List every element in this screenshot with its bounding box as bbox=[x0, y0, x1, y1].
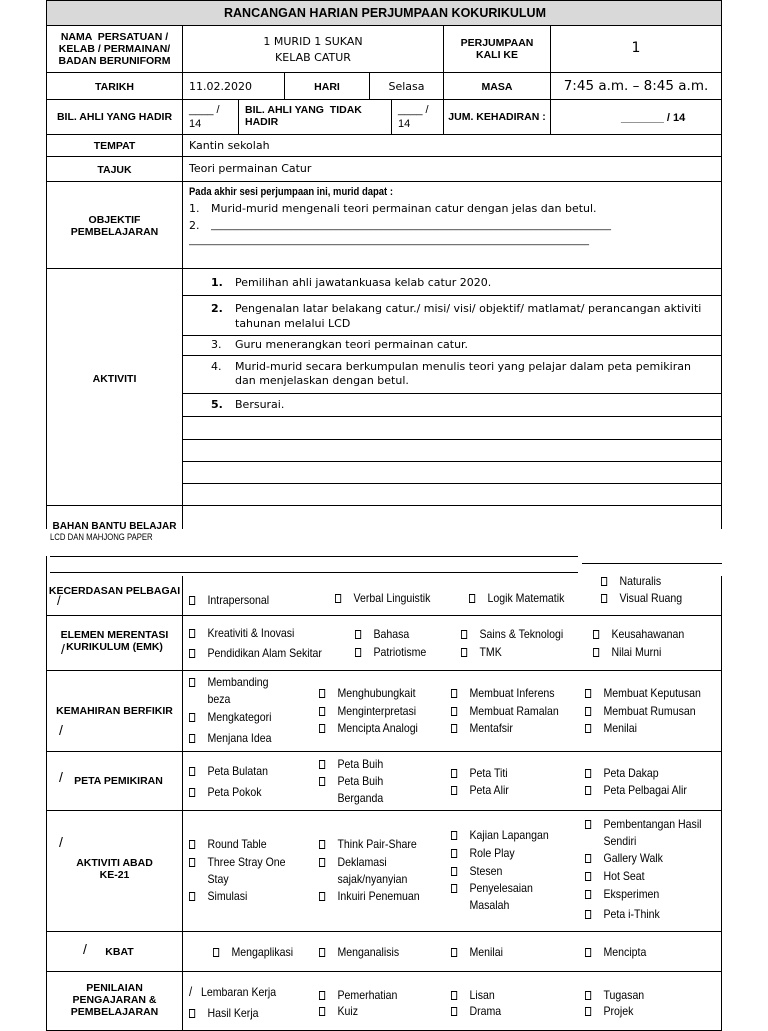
aktiviti-number-3: 3. bbox=[211, 338, 222, 351]
tarikh-value-cell bbox=[182, 72, 285, 100]
peta-options-cell bbox=[182, 751, 722, 811]
tempat-value[interactable]: Kantin sekolah bbox=[189, 139, 270, 152]
objektif-intro: Pada akhir sesi perjumpaan ini, murid dapat : bbox=[189, 186, 393, 198]
aktiviti-divider bbox=[183, 461, 721, 462]
checkbox-icon[interactable] bbox=[585, 786, 591, 795]
bahan-value[interactable]: LCD DAN MAHJONG PAPER bbox=[50, 532, 153, 542]
emk-label-cell bbox=[46, 615, 183, 671]
abad21-options-cell bbox=[182, 810, 722, 932]
checkbox-peta-bulatan[interactable]: Peta Bulatan bbox=[189, 763, 268, 780]
bahan-label-cell bbox=[46, 505, 183, 529]
tempat-label: TEMPAT bbox=[93, 140, 136, 152]
masa-label-cell bbox=[443, 72, 551, 100]
checkbox-kuiz[interactable]: Kuiz bbox=[319, 1003, 358, 1020]
aktiviti-divider bbox=[183, 295, 721, 296]
aktiviti-label: AKTIVITI bbox=[92, 373, 137, 385]
nama-value[interactable]: 1 MURID 1 SUKAN KELAB CATUR bbox=[263, 35, 363, 64]
checkbox-icon[interactable] bbox=[189, 1009, 195, 1018]
tajuk-label-cell bbox=[46, 156, 183, 182]
checkbox-mencipta-analogi[interactable]: Mencipta Analogi bbox=[319, 720, 418, 737]
checkbox-kreativiti[interactable]: Kreativiti & Inovasi bbox=[189, 625, 294, 642]
hadir-label-cell bbox=[46, 99, 183, 135]
objektif-label-cell bbox=[46, 181, 183, 269]
tajuk-value[interactable]: Teori permainan Catur bbox=[189, 162, 312, 175]
objektif-blank-2[interactable]: ________________________________________________________________________________ bbox=[189, 235, 589, 246]
objektif-item-1[interactable]: Murid-murid mengenali teori permainan catur dengan jelas dan betul. bbox=[211, 202, 597, 215]
objektif-number-2: 2. bbox=[189, 219, 200, 232]
checkbox-icon[interactable] bbox=[319, 760, 325, 769]
checkbox-icon[interactable] bbox=[355, 630, 361, 639]
kehadiran-label-cell bbox=[443, 99, 551, 135]
checkbox-round-table[interactable]: Round Table bbox=[189, 836, 267, 853]
checkbox-icon[interactable] bbox=[189, 734, 195, 743]
checkbox-icon[interactable] bbox=[469, 594, 475, 603]
checkbox-icon[interactable] bbox=[585, 689, 591, 698]
checkbox-bahasa[interactable]: Bahasa bbox=[355, 626, 409, 643]
checkbox-icon[interactable] bbox=[585, 769, 591, 778]
aktiviti-item-2a[interactable]: Pengenalan latar belakang catur./ misi/ visi/ objektif/ matlamat/ perancangan aktiviti bbox=[235, 302, 702, 315]
checkbox-menjana-idea[interactable]: Menjana Idea bbox=[189, 730, 271, 747]
objektif-label: OBJEKTIF PEMBELAJARAN bbox=[70, 214, 159, 238]
checkbox-nilai-murni[interactable]: Nilai Murni bbox=[593, 644, 661, 661]
aktiviti-item-5[interactable]: Bersurai. bbox=[235, 398, 285, 411]
checkbox-icon[interactable] bbox=[451, 707, 457, 716]
hari-value[interactable]: Selasa bbox=[388, 80, 425, 93]
objektif-number-1: 1. bbox=[189, 202, 200, 215]
checkbox-lisan[interactable]: Lisan bbox=[451, 987, 495, 1004]
nama-label: NAMA PERSATUAN / KELAB / PERMAINAN/ BADAN BERUNIFORM bbox=[58, 31, 171, 67]
perjumpaan-value[interactable]: 1 bbox=[631, 40, 641, 56]
checkbox-mentafsir[interactable]: Mentafsir bbox=[451, 720, 513, 737]
aktiviti-label-cell bbox=[46, 268, 183, 506]
checkbox-lembaran-kerja[interactable]: / Lembaran Kerja bbox=[189, 984, 277, 999]
perjumpaan-value-cell bbox=[550, 25, 722, 73]
bahan-line bbox=[50, 556, 578, 557]
checkbox-icon[interactable] bbox=[451, 948, 457, 957]
checkbox-icon[interactable] bbox=[189, 892, 195, 901]
checkbox-peta-i-think[interactable]: Peta i-Think bbox=[585, 906, 660, 923]
penilaian-options-cell bbox=[182, 971, 722, 1031]
checkbox-mengkategori[interactable]: Mengkategori bbox=[189, 709, 271, 726]
aktiviti-item-3[interactable]: Guru menerangkan teori permainan catur. bbox=[235, 338, 469, 351]
aktiviti-item-4a[interactable]: Murid-murid secara berkumpulan menulis teori yang pelajar dalam peta pemikiran bbox=[235, 360, 691, 373]
kecerdasan-options-cell bbox=[182, 576, 722, 616]
tidak-hadir-value-cell bbox=[391, 99, 444, 135]
peta-label-cell bbox=[46, 751, 183, 811]
tick-mark: / bbox=[59, 834, 63, 850]
aktiviti-divider bbox=[183, 335, 721, 336]
checkbox-think-pair-share[interactable]: Think Pair-Share bbox=[319, 836, 417, 853]
checkbox-icon[interactable] bbox=[189, 713, 195, 722]
berfikir-label-cell bbox=[46, 670, 183, 752]
checkbox-membuat-ramalan[interactable]: Membuat Ramalan bbox=[451, 703, 559, 720]
checkbox-menginterpretasi[interactable]: Menginterpretasi bbox=[319, 703, 416, 720]
hari-label: HARI bbox=[314, 81, 340, 93]
checkbox-icon[interactable] bbox=[319, 858, 325, 867]
tidak-hadir-label: BIL. AHLI YANG TIDAK HADIR bbox=[245, 104, 362, 128]
checkbox-icon[interactable] bbox=[189, 629, 195, 638]
checkbox-alam-sekitar[interactable]: Pendidikan Alam Sekitar bbox=[189, 645, 322, 662]
checkbox-icon[interactable] bbox=[319, 689, 325, 698]
checkbox-peta-titi[interactable]: Peta Titi bbox=[451, 765, 508, 782]
checkbox-deklamasi[interactable]: Deklamasi sajak/nyanyian bbox=[319, 854, 407, 888]
checkbox-visual-ruang[interactable]: Visual Ruang bbox=[601, 590, 682, 607]
checkbox-icon[interactable] bbox=[451, 1007, 457, 1016]
masa-value[interactable]: 7:45 a.m. – 8:45 a.m. bbox=[563, 78, 709, 94]
form-title: RANCANGAN HARIAN PERJUMPAAN KOKURIKULUM bbox=[224, 6, 546, 20]
nama-label-cell bbox=[46, 25, 183, 73]
checkbox-three-stray[interactable]: Three Stray One Stay bbox=[189, 854, 286, 888]
aktiviti-item-4b[interactable]: dan menjelaskan dengan betul. bbox=[235, 374, 409, 387]
kecerdasan-label: KECERDASAN PELBAGAI bbox=[48, 585, 181, 597]
checkbox-drama[interactable]: Drama bbox=[451, 1003, 501, 1020]
checkbox-menganalisis[interactable]: Menganalisis bbox=[319, 944, 399, 961]
checkbox-peta-pokok[interactable]: Peta Pokok bbox=[189, 784, 261, 801]
checkbox-penyelesaian-masalah[interactable]: Penyelesaian Masalah bbox=[451, 880, 533, 914]
checkbox-icon[interactable] bbox=[601, 577, 607, 586]
checkbox-icon[interactable] bbox=[593, 630, 599, 639]
tick-mark: / bbox=[83, 941, 87, 957]
checkbox-pembentangan-hasil[interactable]: Pembentangan Hasil Sendiri bbox=[585, 816, 702, 850]
checkbox-icon[interactable] bbox=[461, 630, 467, 639]
checkbox-peta-alir[interactable]: Peta Alir bbox=[451, 782, 509, 799]
checkbox-logik-matematik[interactable]: Logik Matematik bbox=[469, 590, 564, 607]
checkbox-icon[interactable] bbox=[585, 1007, 591, 1016]
checkbox-gallery-walk[interactable]: Gallery Walk bbox=[585, 850, 663, 867]
objektif-blank-1[interactable]: ________________________________________________________________________________ bbox=[211, 220, 611, 231]
checkbox-membuat-keputusan[interactable]: Membuat Keputusan bbox=[585, 685, 701, 702]
checkbox-icon[interactable] bbox=[593, 648, 599, 657]
aktiviti-divider bbox=[183, 416, 721, 417]
kbat-label-cell bbox=[46, 931, 183, 972]
checkbox-icon[interactable] bbox=[319, 991, 325, 1000]
checkbox-icon[interactable] bbox=[585, 948, 591, 957]
checkbox-icon[interactable] bbox=[585, 872, 591, 881]
checkbox-hot-seat[interactable]: Hot Seat bbox=[585, 868, 645, 885]
hadir-label: BIL. AHLI YANG HADIR bbox=[56, 111, 173, 123]
aktiviti-divider bbox=[183, 355, 721, 356]
checkbox-icon[interactable] bbox=[451, 867, 457, 876]
kbat-options-cell bbox=[182, 931, 722, 972]
tick-mark: / bbox=[59, 769, 63, 785]
checkbox-mencipta[interactable]: Mencipta bbox=[585, 944, 646, 961]
checkbox-inkuiri-penemuan[interactable]: Inkuiri Penemuan bbox=[319, 888, 420, 905]
checkbox-icon[interactable] bbox=[319, 948, 325, 957]
aktiviti-number-5: 5. bbox=[211, 398, 223, 411]
checkbox-icon[interactable] bbox=[189, 767, 195, 776]
tajuk-value-cell bbox=[182, 156, 722, 182]
checkbox-icon[interactable] bbox=[213, 948, 219, 957]
tajuk-label: TAJUK bbox=[97, 164, 132, 176]
checkbox-icon[interactable] bbox=[451, 724, 457, 733]
berfikir-options-cell bbox=[182, 670, 722, 752]
checkbox-membuat-rumusan[interactable]: Membuat Rumusan bbox=[585, 703, 696, 720]
checkbox-icon[interactable] bbox=[451, 689, 457, 698]
checkbox-menilai[interactable]: Menilai bbox=[585, 720, 637, 737]
checkbox-icon[interactable] bbox=[319, 1007, 325, 1016]
checkbox-sains-teknologi[interactable]: Sains & Teknologi bbox=[461, 626, 563, 643]
checkbox-icon[interactable] bbox=[319, 892, 325, 901]
checkbox-hasil-kerja[interactable]: Hasil Kerja bbox=[189, 1005, 259, 1022]
hadir-value[interactable]: ____ / 14 bbox=[189, 104, 220, 130]
penilaian-label: PENILAIAN PENGAJARAN & PEMBELAJARAN bbox=[70, 982, 159, 1018]
checkbox-peta-dakap[interactable]: Peta Dakap bbox=[585, 765, 659, 782]
checkbox-icon[interactable] bbox=[319, 777, 325, 786]
checkbox-naturalis[interactable]: Naturalis bbox=[601, 573, 661, 590]
objektif-value-cell bbox=[182, 181, 722, 269]
title-bar bbox=[46, 0, 722, 26]
checkbox-icon[interactable] bbox=[319, 707, 325, 716]
checkbox-stesen[interactable]: Stesen bbox=[451, 863, 502, 880]
abad21-label-cell bbox=[46, 810, 183, 932]
checkbox-icon[interactable] bbox=[451, 849, 457, 858]
penilaian-label-cell bbox=[46, 971, 183, 1031]
checkbox-eksperimen[interactable]: Eksperimen bbox=[585, 886, 659, 903]
checkbox-role-play[interactable]: Role Play bbox=[451, 845, 515, 862]
hadir-value-cell bbox=[182, 99, 239, 135]
checkbox-icon[interactable] bbox=[585, 890, 591, 899]
checkbox-icon[interactable] bbox=[585, 991, 591, 1000]
checkbox-icon[interactable] bbox=[451, 769, 457, 778]
checkbox-icon[interactable] bbox=[189, 858, 195, 867]
hari-label-cell bbox=[284, 72, 370, 100]
checkbox-patriotisme[interactable]: Patriotisme bbox=[355, 644, 426, 661]
checkbox-icon[interactable] bbox=[451, 991, 457, 1000]
emk-options-cell bbox=[182, 615, 722, 671]
checkbox-kajian-lapangan[interactable]: Kajian Lapangan bbox=[451, 827, 549, 844]
bahan-line bbox=[46, 556, 47, 576]
berfikir-label: KEMAHIRAN BERFIKIR bbox=[56, 705, 173, 717]
checkbox-icon[interactable] bbox=[585, 724, 591, 733]
checkbox-membuat-inferens[interactable]: Membuat Inferens bbox=[451, 685, 555, 702]
masa-value-cell bbox=[550, 72, 722, 100]
bahan-value-cell bbox=[182, 505, 722, 529]
perjumpaan-label: PERJUMPAAN KALI KE bbox=[460, 37, 534, 61]
masa-label: MASA bbox=[481, 81, 513, 93]
checkbox-icon[interactable] bbox=[585, 854, 591, 863]
kecerdasan-label-cell bbox=[46, 576, 183, 616]
checkbox-pemerhatian[interactable]: Pemerhatian bbox=[319, 987, 397, 1004]
bahan-line bbox=[50, 572, 578, 573]
checkbox-icon[interactable] bbox=[189, 596, 195, 605]
kehadiran-label: JUM. KEHADIRAN : bbox=[448, 111, 546, 123]
bahan-label: BAHAN BANTU BELAJAR bbox=[52, 521, 177, 529]
tempat-value-cell bbox=[182, 134, 722, 157]
aktiviti-item-2b[interactable]: tahunan melalui LCD bbox=[235, 317, 351, 330]
checkbox-icon[interactable] bbox=[601, 594, 607, 603]
checkbox-icon[interactable] bbox=[189, 649, 195, 658]
checkbox-icon[interactable] bbox=[585, 910, 591, 919]
tick-mark[interactable]: / bbox=[189, 984, 193, 999]
checkbox-icon[interactable] bbox=[319, 724, 325, 733]
peta-label: PETA PEMIKIRAN bbox=[74, 775, 163, 787]
lesson-plan-form bbox=[46, 0, 722, 1024]
checkbox-intrapersonal[interactable]: Intrapersonal bbox=[189, 592, 269, 609]
tick-mark: / bbox=[59, 722, 63, 738]
checkbox-keusahawanan[interactable]: Keusahawanan bbox=[593, 626, 684, 643]
checkbox-icon[interactable] bbox=[585, 707, 591, 716]
tarikh-label-cell bbox=[46, 72, 183, 100]
nama-value-cell bbox=[182, 25, 444, 73]
tarikh-value[interactable]: 11.02.2020 bbox=[189, 80, 252, 93]
checkbox-icon[interactable] bbox=[335, 594, 341, 603]
checkbox-icon[interactable] bbox=[585, 820, 591, 829]
checkbox-peta-pelbagai-alir[interactable]: Peta Pelbagai Alir bbox=[585, 782, 687, 799]
kbat-label: KBAT bbox=[105, 946, 134, 958]
hari-value-cell bbox=[369, 72, 444, 100]
tarikh-label: TARIKH bbox=[95, 81, 134, 93]
checkbox-icon[interactable] bbox=[189, 840, 195, 849]
aktiviti-item-1[interactable]: Pemilihan ahli jawatankuasa kelab catur 2020. bbox=[235, 276, 492, 289]
aktiviti-divider bbox=[183, 393, 721, 394]
checkbox-peta-buih-berganda[interactable]: Peta Buih Berganda bbox=[319, 773, 383, 807]
checkbox-icon[interactable] bbox=[451, 831, 457, 840]
checkbox-icon[interactable] bbox=[461, 648, 467, 657]
checkbox-simulasi[interactable]: Simulasi bbox=[189, 888, 247, 905]
checkbox-icon[interactable] bbox=[355, 648, 361, 657]
aktiviti-divider bbox=[183, 439, 721, 440]
tick-mark: / bbox=[57, 593, 61, 608]
checkbox-icon[interactable] bbox=[189, 788, 195, 797]
tidak-hadir-value[interactable]: ____ / 14 bbox=[398, 104, 429, 130]
perjumpaan-label-cell bbox=[443, 25, 551, 73]
checkbox-tugasan[interactable]: Tugasan bbox=[585, 987, 644, 1004]
abad21-label: AKTIVITI ABAD KE-21 bbox=[76, 857, 153, 881]
checkbox-icon[interactable] bbox=[189, 678, 195, 687]
checkbox-menghubungkait[interactable]: Menghubungkait bbox=[319, 685, 416, 702]
tempat-label-cell bbox=[46, 134, 183, 157]
tidak-hadir-label-cell bbox=[238, 99, 392, 135]
aktiviti-number-2: 2. bbox=[211, 302, 223, 315]
kehadiran-value[interactable]: _______ / 14 bbox=[621, 112, 686, 124]
checkbox-icon[interactable] bbox=[451, 884, 457, 893]
checkbox-mengaplikasi[interactable]: Mengaplikasi bbox=[213, 944, 293, 961]
checkbox-tmk[interactable]: TMK bbox=[461, 644, 502, 661]
checkbox-projek[interactable]: Projek bbox=[585, 1003, 633, 1020]
kehadiran-value-cell bbox=[550, 99, 722, 135]
aktiviti-divider bbox=[183, 483, 721, 484]
checkbox-peta-buih[interactable]: Peta Buih bbox=[319, 756, 383, 773]
tick-mark: / bbox=[61, 641, 65, 657]
checkbox-verbal-linguistik[interactable]: Verbal Linguistik bbox=[335, 590, 430, 607]
emk-label: ELEMEN MERENTASI KURIKULUM (EMK) bbox=[60, 629, 169, 653]
aktiviti-number-4: 4. bbox=[211, 360, 222, 373]
checkbox-icon[interactable] bbox=[451, 786, 457, 795]
checkbox-icon[interactable] bbox=[319, 840, 325, 849]
bahan-line bbox=[582, 563, 722, 564]
checkbox-membanding-beza[interactable]: Membanding beza bbox=[189, 674, 269, 708]
checkbox-kbat-menilai[interactable]: Menilai bbox=[451, 944, 503, 961]
aktiviti-value-cell bbox=[182, 268, 722, 506]
aktiviti-number-1: 1. bbox=[211, 276, 223, 289]
